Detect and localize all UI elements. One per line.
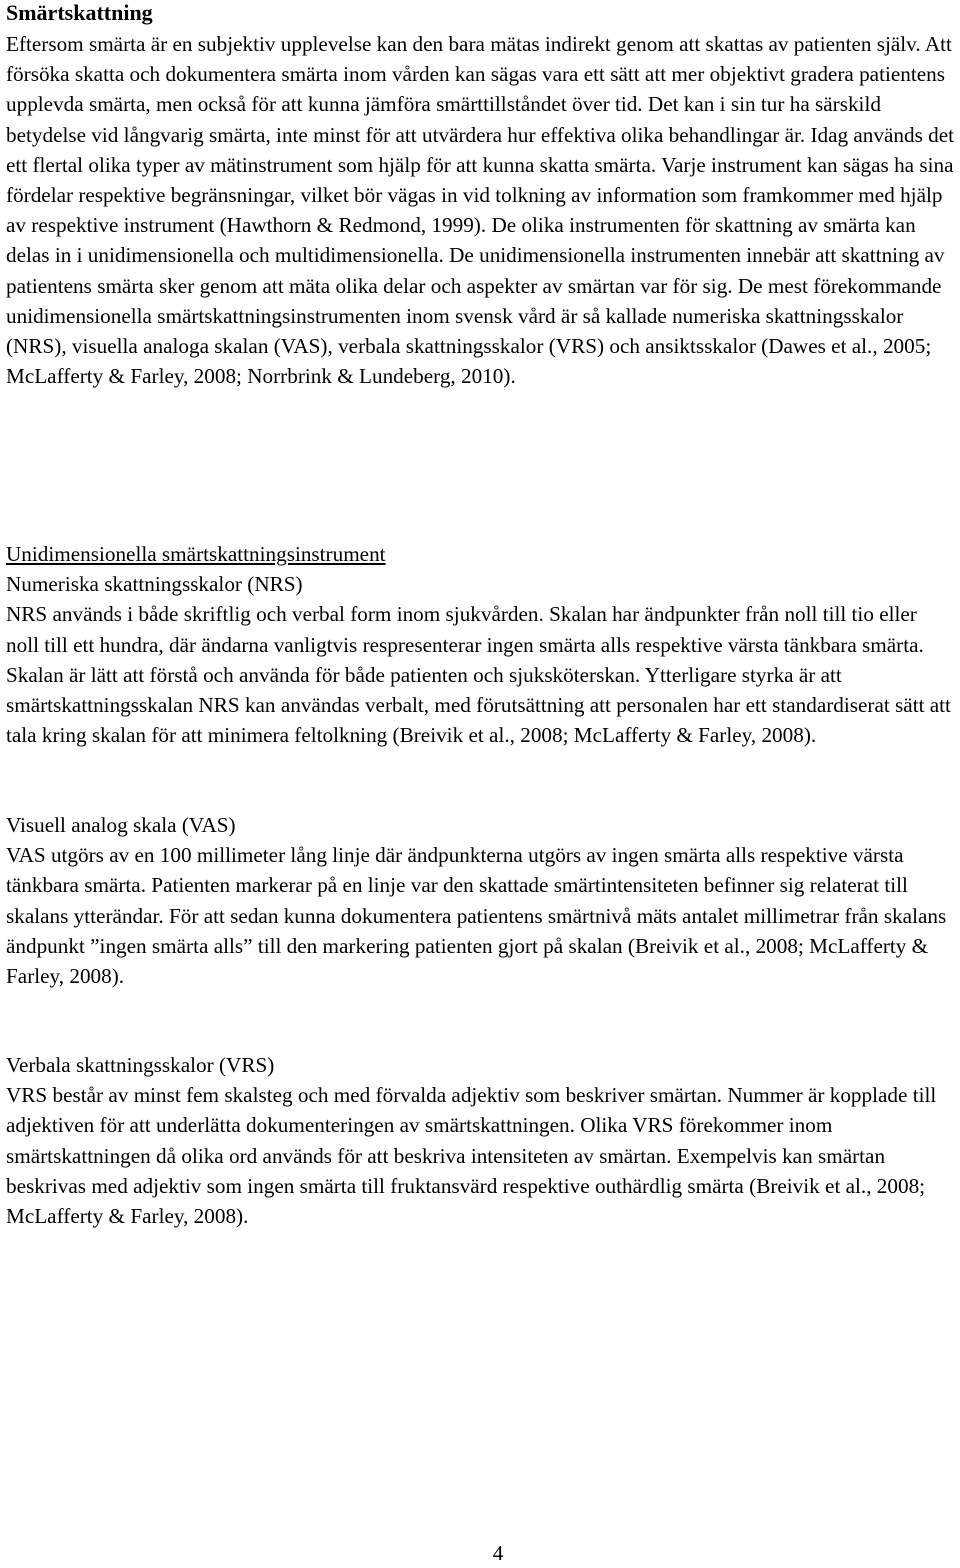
vas-section	[6, 810, 954, 991]
vrs-paragraph: VRS består av minst fem skalsteg och med förvalda adjektiv som beskriver smärtan. Nummer är kopplade till adjektiven för att underlätta dokumenteringen av smärtskattningen. Olika VRS förekommer inom smärtskattningen då olika ord används för att beskriva intensiteten av smärtan. Exempelvis kan smärtan beskrivas med adjektiv som ingen smärta till fruktansvärd respektive outhärdlig smärta (Breivik et al., 2008; McLafferty & Farley, 2008).	[6, 1083, 937, 1229]
nrs-title: Numeriska skattningsskalor (NRS)	[6, 572, 303, 597]
page-number: 4	[492, 1541, 504, 1565]
intro-section	[6, 29, 954, 391]
vas-paragraph: VAS utgörs av en 100 millimeter lång linje där ändpunkterna utgörs av ingen smärta alls respektive värsta tänkbara smärta. Patienten markerar på en linje var den skattade smärtintensiteten befinner sig relaterat till skalans ytterändar. För att sedan kunna dokumentera patientens smärtnivå mäts antalet millimetrar från skalans ändpunkt ”ingen smärta alls” till den markering patienten gjort på skalan (Breivik et al., 2008; McLafferty & Farley, 2008).	[6, 843, 947, 989]
vrs-title: Verbala skattningsskalor (VRS)	[6, 1053, 275, 1077]
section-heading: Unidimensionella smärtskattningsinstrument	[6, 542, 386, 566]
nrs-section	[6, 539, 954, 750]
vrs-section	[6, 1050, 954, 1231]
intro-paragraph: Eftersom smärta är en subjektiv upplevelse kan den bara mätas indirekt genom att skattas av patienten själv. Att försöka skatta och dokumentera smärta inom vården kan sägas vara ett sätt att mer objektivt gradera patientens upplevda smärta, men också för att kunna jämföra smärttillståndet över tid. Det kan i sin tur ha särskild betydelse vid långvarig smärta, inte minst för att utvärdera hur effektiva olika behandlingar är. Idag används det ett flertal olika typer av mätinstrument som hjälp för att kunna skatta smärta. Varje instrument kan sägas ha sina fördelar respektive begränsningar, vilket bör vägas in vid tolkning av information som framkommer med hjälp av respektive instrument (Hawthorn & Redmond, 1999). De olika instrumenten för skattning av smärta kan delas in i unidimensionella och multidimensionella. De unidimensionella instrumenten innebär att skattning av patientens smärta sker genom att mäta olika delar och aspekter av smärtan var för sig. De mest förekommande unidimensionella smärtskattningsinstrumenten inom svensk vård är så kallade numeriska skattningsskalor (NRS), visuella analoga skalan (VAS), verbala skattningsskalor (VRS) och ansiktsskalor (Dawes et al., 2005; McLafferty & Farley, 2008; Norrbrink & Lundeberg, 2010).	[6, 32, 955, 389]
page-heading: Smärtskattning	[6, 0, 153, 25]
nrs-paragraph: NRS används i både skriftlig och verbal form inom sjukvården. Skalan har ändpunkter från noll till tio eller noll till ett hundra, där ändarna vanligtvis respresenterar ingen smärta alls respektive värsta tänkbara smärta. Skalan är lätt att förstå och använda för både patienten och sjuksköterskan. Ytterligare styrka är att smärtskattningsskalan NRS kan användas verbalt, med förutsättning att personalen har ett standardiserat sätt att tala kring skalan för att minimera feltolkning (Breivik et al., 2008; McLafferty & Farley, 2008).	[6, 602, 951, 748]
vas-title: Visuell analog skala (VAS)	[6, 813, 236, 837]
